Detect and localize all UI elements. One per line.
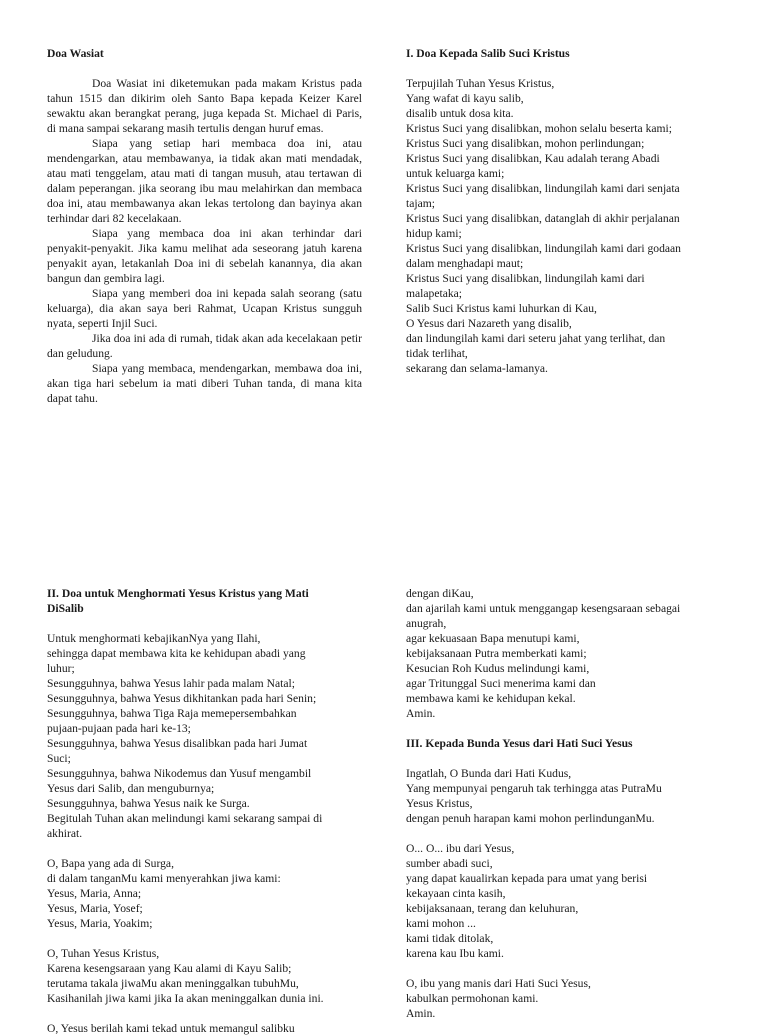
prayer-line: kabulkan permohonan kami. — [406, 992, 539, 1005]
title-line: DiSalib — [47, 602, 84, 615]
prayer-line: Kristus Suci yang disalibkan, Kau adalah terang Abadi — [406, 152, 660, 165]
bunda-section — [406, 586, 736, 1021]
prayer-line: luhur; — [47, 662, 75, 675]
prayer-stanza — [47, 631, 377, 841]
salib-suci-title: I. Doa Kepada Salib Suci Kristus — [406, 47, 570, 60]
prayer-line: dengan penuh harapan kami mohon perlindunganMu. — [406, 812, 655, 825]
stanza-gap — [406, 826, 736, 841]
prayer-line: Sesungguhnya, bahwa Yesus dikhitankan pada hari Senin; — [47, 692, 317, 705]
prayer-line: O, Tuhan Yesus Kristus, — [47, 947, 160, 960]
prayer-line: Kasihanilah jiwa kami jika Ia akan meninggalkan dunia ini. — [47, 992, 324, 1005]
prayer-line: Amin. — [406, 1007, 436, 1020]
prayer-line: kebijaksanaan Putra memberkati kami; — [406, 647, 587, 660]
paragraph: Siapa yang membaca, mendengarkan, membawa doa ini, akan tiga hari sebelum ia mati diberi Tuhan tanda, di mana kita dapat tahu. — [47, 362, 362, 405]
paragraph: Siapa yang setiap hari membaca doa ini, atau mendengarkan, atau membawanya, ia tidak akan mati mendadak, atau mati tenggelam, atau mati di tangan musuh, atau tertawan di dalam peperangan. jika seorang ibu mau melahirkan dan membaca doa ini, atau membawanya akan lekas tertolong dan bayinya akan terhindar dari 82 kecelakaan. — [47, 137, 362, 225]
menghormati-section — [47, 586, 377, 1036]
doa-wasiat-section — [47, 46, 362, 406]
prayer-line: Sesungguhnya, bahwa Nikodemus dan Yusuf mengambil — [47, 767, 312, 780]
stanza-gap — [47, 1006, 377, 1021]
prayer-line: terutama takala jiwaMu akan meninggalkan tubuhMu, — [47, 977, 299, 990]
prayer-stanza — [47, 856, 377, 931]
prayer-line: kebijaksanaan, terang dan keluhuran, — [406, 902, 579, 915]
prayer-lines — [406, 76, 736, 376]
prayer-line: Ingatlah, O Bunda dari Hati Kudus, — [406, 767, 572, 780]
prayer-line: Yesus, Maria, Yoakim; — [47, 917, 153, 930]
stanza-gap — [47, 931, 377, 946]
prayer-line: Suci; — [47, 752, 71, 765]
prayer-line: anugrah, — [406, 617, 447, 630]
title-line: II. Doa untuk Menghormati Yesus Kristus yang Mati — [47, 587, 309, 600]
prayer-line: disalib untuk dosa kita. — [406, 107, 514, 120]
prayer-line: tidak terlihat, — [406, 347, 468, 360]
prayer-line: kami tidak ditolak, — [406, 932, 494, 945]
paragraph: Siapa yang membaca doa ini akan terhindar dari penyakit-penyakit. Jika kamu melihat ada seseorang jatuh karena penyakit ayan, letakanlah Doa ini di sebelah kanannya, dia akan bangun dan gembira lagi. — [47, 227, 362, 285]
prayer-line: Salib Suci Kristus kami luhurkan di Kau, — [406, 302, 597, 315]
stanza-gap — [406, 961, 736, 976]
paragraph: Jika doa ini ada di rumah, tidak akan ada kecelakaan petir dan geludung. — [47, 332, 362, 360]
prayer-line: Kesucian Roh Kudus melindungi kami, — [406, 662, 590, 675]
prayer-line: Begitulah Tuhan akan melindungi kami sekarang sampai di — [47, 812, 323, 825]
prayer-line: Amin. — [406, 707, 436, 720]
prayer-line: membawa kami ke kehidupan kekal. — [406, 692, 576, 705]
prayer-line: dan ajarilah kami untuk menggangap kesengsaraan sebagai — [406, 602, 681, 615]
prayer-line: untuk keluarga kami; — [406, 167, 505, 180]
paragraph: Doa Wasiat ini diketemukan pada makam Kristus pada tahun 1515 dan dikirim oleh Santo Bapa kepada Keizer Karel sewaktu akan berangkat perang, juga kepada St. Michael di Paris, di mana sampai sekarang masih tertulis dengan huruf emas. — [47, 77, 362, 135]
prayer-line: yang dapat kaualirkan kepada para umat yang berisi — [406, 872, 648, 885]
prayer-line: Sesungguhnya, bahwa Tiga Raja memepersembahkan — [47, 707, 297, 720]
prayer-stanza — [406, 841, 736, 961]
prayer-line: Kristus Suci yang disalibkan, lindungilah kami dari — [406, 272, 645, 285]
prayer-stanza — [47, 946, 377, 1006]
prayer-line: Terpujilah Tuhan Yesus Kristus, — [406, 77, 555, 90]
prayer-line: O... O... ibu dari Yesus, — [406, 842, 515, 855]
prayer-line: Yesus, Maria, Yosef; — [47, 902, 143, 915]
paragraph: Siapa yang memberi doa ini kepada salah seorang (satu keluarga), dia akan saya beri Rahmat, Ucapan Kristus sungguh nyata, seperti Injil Suci. — [47, 287, 362, 330]
prayer-line: Karena kesengsaraan yang Kau alami di Kayu Salib; — [47, 962, 292, 975]
salib-suci-section — [406, 46, 736, 376]
doa-wasiat-title: Doa Wasiat — [47, 47, 104, 60]
prayer-line: di dalam tanganMu kami menyerahkan jiwa kami: — [47, 872, 281, 885]
prayer-line: Kristus Suci yang disalibkan, lindungilah kami dari godaan — [406, 242, 681, 255]
prayer-stanza — [47, 1021, 377, 1036]
prayer-line: pujaan-pujaan pada hari ke-13; — [47, 722, 191, 735]
prayer-stanza — [406, 766, 736, 826]
menghormati-title — [47, 586, 377, 616]
prayer-line: dengan diKau, — [406, 587, 474, 600]
prayer-line: tajam; — [406, 197, 435, 210]
prayer-line: Yesus Kristus, — [406, 797, 473, 810]
prayer-line: O Yesus dari Nazareth yang disalib, — [406, 317, 572, 330]
prayer-line: Yesus dari Salib, dan menguburnya; — [47, 782, 215, 795]
prayer-line: Kristus Suci yang disalibkan, datanglah di akhir perjalanan — [406, 212, 680, 225]
prayer-line: malapetaka; — [406, 287, 463, 300]
prayer-line: Yang wafat di kayu salib, — [406, 92, 524, 105]
prayer-line: dan lindungilah kami dari seteru jahat yang terlihat, dan — [406, 332, 666, 345]
prayer-line: kekayaan cinta kasih, — [406, 887, 506, 900]
prayer-line: karena kau Ibu kami. — [406, 947, 504, 960]
prayer-line: Sesungguhnya, bahwa Yesus lahir pada malam Natal; — [47, 677, 295, 690]
prayer-line: O, Bapa yang ada di Surga, — [47, 857, 174, 870]
prayer-line: Kristus Suci yang disalibkan, mohon selalu beserta kami; — [406, 122, 672, 135]
prayer-line: Sesungguhnya, bahwa Yesus disalibkan pada hari Jumat — [47, 737, 308, 750]
prayer-line: sekarang dan selama-lamanya. — [406, 362, 548, 375]
prayer-line: hidup kami; — [406, 227, 462, 240]
prayer-line: Kristus Suci yang disalibkan, mohon perlindungan; — [406, 137, 645, 150]
prayer-line-cut: O, Yesus berilah kami tekad untuk memangul salibku — [47, 1022, 295, 1035]
prayer-line: akhirat. — [47, 827, 83, 840]
prayer-line: agar Tritunggal Suci menerima kami dan — [406, 677, 596, 690]
prayer-line: kami mohon ... — [406, 917, 476, 930]
prayer-line: Yesus, Maria, Anna; — [47, 887, 142, 900]
prayer-line: Untuk menghormati kebajikanNya yang Ilahi, — [47, 632, 261, 645]
continuation-lines — [406, 586, 736, 721]
prayer-line: Yang mempunyai pengaruh tak terhingga atas PutraMu — [406, 782, 662, 795]
prayer-stanza — [406, 976, 736, 1021]
stanza-gap — [406, 721, 736, 736]
prayer-line: dalam menghadapi maut; — [406, 257, 524, 270]
prayer-line: sehingga dapat membawa kita ke kehidupan abadi yang — [47, 647, 306, 660]
stanza-gap — [47, 841, 377, 856]
prayer-line: agar kekuasaan Bapa menutupi kami, — [406, 632, 580, 645]
prayer-line: sumber abadi suci, — [406, 857, 493, 870]
prayer-line: Kristus Suci yang disalibkan, lindungilah kami dari senjata — [406, 182, 680, 195]
bunda-title: III. Kepada Bunda Yesus dari Hati Suci Yesus — [406, 737, 633, 750]
prayer-line: O, ibu yang manis dari Hati Suci Yesus, — [406, 977, 591, 990]
prayer-line: Sesungguhnya, bahwa Yesus naik ke Surga. — [47, 797, 250, 810]
